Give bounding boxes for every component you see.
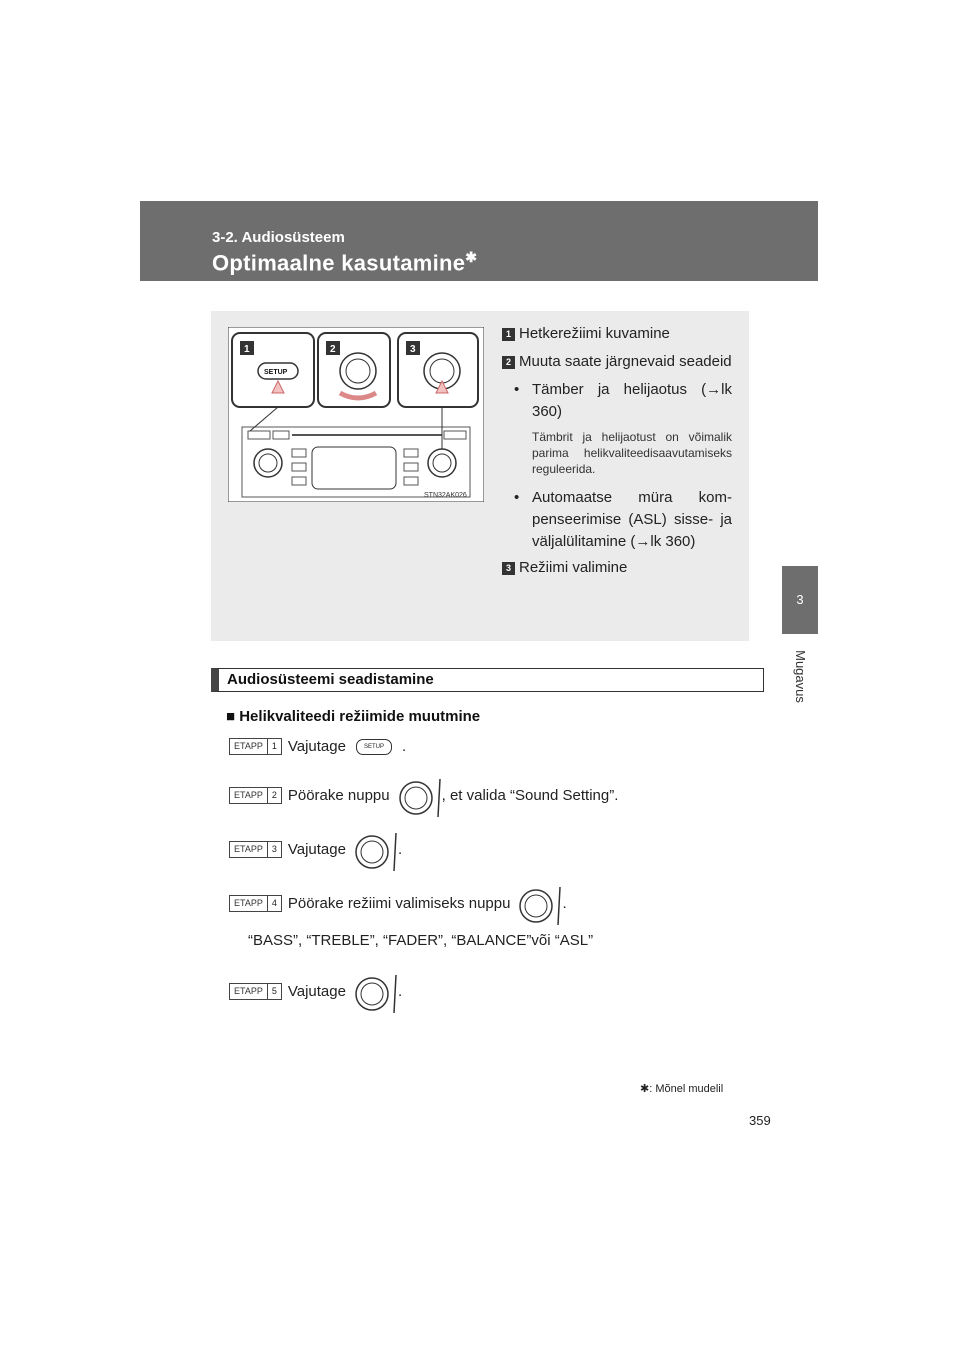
- legend-note: Tämbrit ja helijaotust on võimalik parima helikvaliteedisaavutamiseks reguleerida.: [532, 430, 732, 476]
- legend-item-3: 3 Režiimi valimine: [502, 557, 732, 579]
- legend-item-1: 1 Hetkerežiimi kuvamine: [502, 323, 732, 345]
- knob-icon: [354, 973, 390, 1009]
- knob-icon: [354, 831, 390, 867]
- knob-icon: [398, 777, 434, 813]
- page-header: [140, 201, 818, 281]
- knob-icon: [518, 885, 554, 921]
- callout-2: 2: [330, 344, 336, 355]
- step-badge: ETAPP 5: [229, 983, 282, 1000]
- callout-3: 3: [410, 344, 416, 355]
- legend-bullet-1: • Tämber ja helijaotus (→lk 360): [514, 381, 732, 420]
- chapter-label: Mugavus: [792, 649, 808, 703]
- section-label: 3-2. Audiosüsteem: [212, 229, 345, 246]
- step-badge: ETAPP 2: [229, 787, 282, 804]
- step-badge: ETAPP 3: [229, 841, 282, 858]
- legend-item-2: 2 Muuta saate järgnevaid seadeid: [502, 351, 732, 373]
- audio-unit-illustration: [228, 327, 484, 502]
- page-number: 359: [749, 1113, 771, 1128]
- step-badge: ETAPP 4: [229, 895, 282, 912]
- mode-options: “BASS”, “TREBLE”, “FADER”, “BALANCE”või “ASL”: [248, 932, 594, 949]
- setup-button-icon: SETUP: [356, 739, 392, 755]
- chapter-tab: 3: [782, 566, 818, 634]
- footnote: ✱: Mõnel mudelil: [640, 1083, 724, 1095]
- step-3: ETAPP 3 Vajutage .: [229, 831, 402, 867]
- legend-bullet-2: • Automaatse müra kompenseerimise (ASL) sisse- ja väljalülitamine (→lk 360): [514, 489, 732, 550]
- asterisk-mark: ✱: [465, 249, 478, 265]
- step-5: ETAPP 5 Vajutage .: [229, 973, 402, 1009]
- callout-1: 1: [244, 344, 250, 355]
- audio-unit-drawing: [228, 327, 484, 502]
- page-title: Optimaalne kasutamine✱: [212, 249, 478, 276]
- step-4: ETAPP 4 Pöörake režiimi valimiseks nuppu .: [229, 885, 567, 921]
- illustration-legend: [502, 323, 732, 585]
- section-heading: Audiosüsteemi seadistamine: [211, 668, 764, 692]
- figure-code: STN32AK026: [424, 492, 467, 499]
- step-2: ETAPP 2 Pöörake nuppu , et valida “Sound Setting”.: [229, 777, 618, 813]
- setup-label: SETUP: [264, 369, 288, 376]
- subheading: ■ Helikvaliteedi režiimide muutmine: [226, 708, 481, 725]
- step-badge: ETAPP 1: [229, 738, 282, 755]
- step-1: ETAPP 1 Vajutage SETUP .: [229, 738, 406, 755]
